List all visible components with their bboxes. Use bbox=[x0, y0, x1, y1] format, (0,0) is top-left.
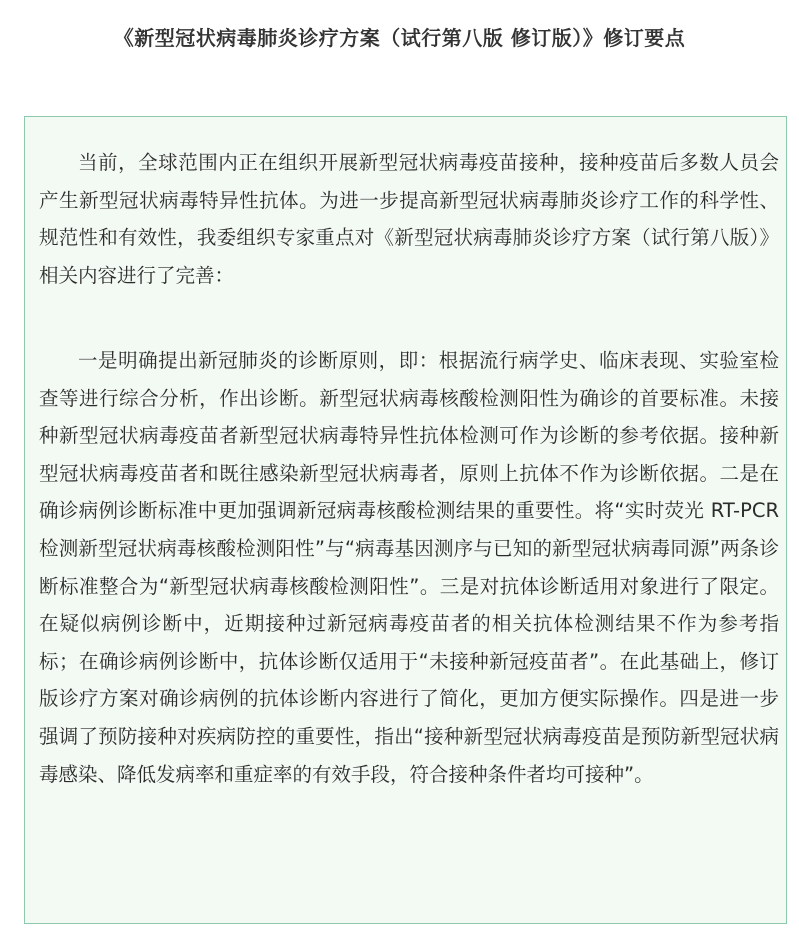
intro-paragraph: 当前，全球范围内正在组织开展新型冠状病毒疫苗接种，接种疫苗后多数人员会产生新型冠状病毒特异性抗体。为进一步提高新型冠状病毒肺炎诊疗工作的科学性、规范性和有效性，我委组织专家重点对《新型冠状病毒肺炎诊疗方案（试行第八版）》相关内容进行了完善： bbox=[39, 151, 779, 287]
content-box bbox=[24, 116, 787, 924]
page-title: 《新型冠状病毒肺炎诊疗方案（试行第八版 修订版）》修订要点 bbox=[113, 26, 686, 50]
revision-points-paragraph: 一是明确提出新冠肺炎的诊断原则，即：根据流行病学史、临床表现、实验室检查等进行综合分析，作出诊断。新型冠状病毒核酸检测阳性为确诊的首要标准。未接种新型冠状病毒疫苗者新型冠状病毒特异性抗体检测可作为诊断的参考依据。接种新型冠状病毒疫苗者和既往感染新型冠状病毒者，原则上抗体不作为诊断依据。二是在确诊病例诊断标准中更加强调新冠病毒核酸检测结果的重要性。将“实时荧光 RT-PCR 检测新型冠状病毒核酸检测阳性”与“病毒基因测序与已知的新型冠状病毒同源”两条诊断标准整合为“新型冠状病毒核酸检测阳性”。三是对抗体诊断适用对象进行了限定。在疑似病例诊断中，近期接种过新冠病毒疫苗者的相关抗体检测结果不作为参考指标；在确诊病例诊断中，抗体诊断仅适用于“未接种新冠疫苗者”。在此基础上，修订版诊疗方案对确诊病例的抗体诊断内容进行了简化，更加方便实际操作。四是进一步强调了预防接种对疾病防控的重要性，指出“接种新型冠状病毒疫苗是预防新型冠状病毒感染、降低发病率和重症率的有效手段，符合接种条件者均可接种”。 bbox=[39, 349, 779, 786]
